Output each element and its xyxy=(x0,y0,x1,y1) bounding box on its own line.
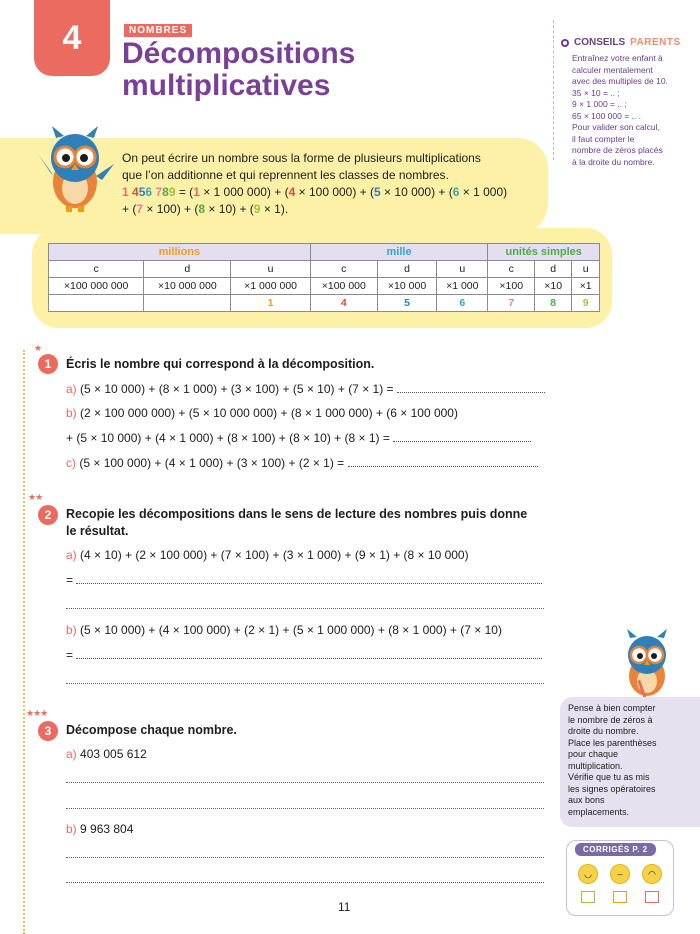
header-millions: millions xyxy=(49,244,311,261)
lesson-equation-line2 xyxy=(122,201,542,218)
page-title-line1: Décompositions xyxy=(122,37,356,70)
answer-line[interactable] xyxy=(66,683,544,684)
page-number: 11 xyxy=(338,900,351,914)
item-text: (5 × 10 000) + (8 × 1 000) + (3 × 100) + (5 × 10) + (7 × 1) = xyxy=(80,382,394,396)
equals-sign: = xyxy=(66,573,74,587)
eq-text: × 1 000) xyxy=(459,185,508,199)
tip-line: le nombre de zéros à xyxy=(568,714,653,725)
tips-line: il faut compter le xyxy=(572,133,635,144)
corriges-link[interactable]: CORRIGÉS P. 2 xyxy=(575,843,656,856)
table-row-multipliers xyxy=(49,278,600,295)
header-units: unités simples xyxy=(488,244,600,261)
side-tip-text xyxy=(568,703,688,818)
digits-units xyxy=(155,185,175,199)
exercise-item xyxy=(66,821,133,838)
table-cell: u xyxy=(231,261,310,278)
table-cell: 4 xyxy=(310,295,377,312)
eq-digit: 1 xyxy=(193,185,200,199)
item-label: c) xyxy=(66,456,76,470)
item-text: + (5 × 10 000) + (4 × 1 000) + (8 × 100) + (8 × 10) + (8 × 1) = xyxy=(66,431,390,445)
exercise-title-line: le résultat. xyxy=(66,524,129,538)
smiley-row xyxy=(578,864,662,884)
tips-line: Pour valider son calcul, xyxy=(572,122,660,132)
tip-line: Pense à bien compter xyxy=(568,703,656,713)
exercise-item xyxy=(66,455,538,472)
answer-field[interactable] xyxy=(393,432,531,442)
parents-tips-text xyxy=(572,53,690,168)
table-cell: 8 xyxy=(535,295,572,312)
tip-line: multiplication. xyxy=(568,760,623,771)
digits-mille xyxy=(132,185,152,199)
owl-mascot-icon xyxy=(32,124,118,214)
exercise-title: Décompose chaque nombre. xyxy=(66,723,237,737)
table-cell: 7 xyxy=(488,295,535,312)
exercise-item xyxy=(66,430,531,447)
table-cell: c xyxy=(49,261,144,278)
digit: 7 xyxy=(155,185,163,199)
answer-line[interactable] xyxy=(66,782,544,783)
page-title-line2: multiplicatives xyxy=(122,69,331,102)
exercise-title xyxy=(66,506,527,540)
item-text: (5 × 10 000) + (4 × 100 000) + (2 × 1) + (5 × 1 000 000) + (8 × 1 000) + (7 × 10) xyxy=(80,623,502,637)
eq-text: × 10) + ( xyxy=(205,202,254,216)
digit: 4 xyxy=(132,185,139,199)
item-text: (5 × 100 000) + (4 × 1 000) + (3 × 100) + (2 × 1) = xyxy=(79,456,345,470)
tip-line: aux bons xyxy=(568,795,605,805)
owl-mascot-icon xyxy=(612,628,682,700)
checkbox-row xyxy=(581,891,659,903)
item-label: b) xyxy=(66,822,77,836)
exercise-item xyxy=(66,547,469,564)
exercise-item xyxy=(66,381,545,398)
tips-line: Entraînez votre enfant à xyxy=(572,53,663,63)
chapter-number-tab xyxy=(34,0,110,76)
item-text: (4 × 10) + (2 × 100 000) + (7 × 100) + (3 × 1 000) + (9 × 1) + (8 × 10 000) xyxy=(80,548,469,562)
tip-line: emplacements. xyxy=(568,806,630,817)
table-cell: ×10 000 xyxy=(377,278,436,295)
answer-line[interactable] xyxy=(66,857,544,858)
answer-field[interactable] xyxy=(397,383,545,393)
eq-digit: 9 xyxy=(253,202,261,216)
tips-line: 65 × 100 000 = .. . xyxy=(572,110,642,121)
tip-line: Vérifie que tu as mis xyxy=(568,772,650,782)
eq-text: × 1 000 000) + ( xyxy=(199,185,289,199)
item-text: 403 005 612 xyxy=(80,747,147,761)
table-cell: ×1 000 000 xyxy=(231,278,310,295)
answer-field[interactable] xyxy=(348,457,538,467)
table-cell: 1 xyxy=(231,295,310,312)
exercise-item xyxy=(66,746,147,763)
item-label: a) xyxy=(66,747,77,761)
table-header-row xyxy=(49,244,600,261)
eq-text: × 100 000) + ( xyxy=(295,185,375,199)
difficulty-stars-icon: ★ xyxy=(34,343,42,353)
lesson-line1: On peut écrire un nombre sous la forme de plusieurs multiplications xyxy=(122,151,481,165)
tips-line: 9 × 1 000 = .. ; xyxy=(572,99,627,109)
exercise-item xyxy=(66,405,458,422)
eq-digit: 6 xyxy=(452,185,460,199)
lesson-text xyxy=(122,150,542,218)
exercise-number: 1 xyxy=(38,354,58,374)
answer-field[interactable] xyxy=(76,649,542,659)
eq-text: + ( xyxy=(122,202,137,216)
table-cell: d xyxy=(144,261,231,278)
table-cell: ×1 000 xyxy=(437,278,488,295)
item-text: (2 × 100 000 000) + (5 × 10 000 000) + (8 × 1 000 000) + (6 × 100 000) xyxy=(80,406,458,420)
item-label: a) xyxy=(66,382,77,396)
difficulty-stars-icon: ★★★ xyxy=(26,708,48,718)
number-classes-table xyxy=(48,243,600,312)
chapter-number: 4 xyxy=(62,18,82,57)
table-cell: 6 xyxy=(437,295,488,312)
eq-text: × 10 000) + ( xyxy=(380,185,453,199)
answer-line[interactable] xyxy=(66,882,544,883)
exercise-title-line: Recopie les décompositions dans le sens de lecture des nombres puis donne xyxy=(66,507,528,521)
exercise-item xyxy=(66,647,542,664)
table-cell xyxy=(49,295,144,312)
checkbox-medium[interactable] xyxy=(613,891,627,903)
tips-line: avec des multiples de 10. xyxy=(572,76,668,86)
table-cell: u xyxy=(572,261,600,278)
table-cell: d xyxy=(377,261,436,278)
table-cell: ×100 000 xyxy=(310,278,377,295)
answer-line[interactable] xyxy=(66,808,544,809)
eq-digit: 5 xyxy=(374,185,381,199)
item-text: 9 963 804 xyxy=(80,822,134,836)
circle-icon xyxy=(561,39,569,47)
table-cell: ×100 000 000 xyxy=(49,278,144,295)
table-cell: u xyxy=(437,261,488,278)
page-title xyxy=(122,38,355,102)
tips-separator xyxy=(553,20,554,160)
exercise-guide-line xyxy=(23,350,25,934)
lesson-equation-line1 xyxy=(122,184,542,201)
answer-line[interactable] xyxy=(66,608,544,609)
topic-label: NOMBRES xyxy=(124,24,192,37)
table-cell: c xyxy=(488,261,535,278)
table-cell: c xyxy=(310,261,377,278)
digit-millions: 1 xyxy=(122,185,129,199)
tips-line: 35 × 10 = .. ; xyxy=(572,87,620,98)
table-cell: 9 xyxy=(572,295,600,312)
exercise-item xyxy=(66,622,502,639)
happy-face-icon: ◡ xyxy=(578,864,598,884)
table-cell: ×10 xyxy=(535,278,572,295)
tip-line: droite du nombre. xyxy=(568,726,639,736)
table-cell: 5 xyxy=(377,295,436,312)
parents-tips-heading xyxy=(561,37,681,48)
answer-field[interactable] xyxy=(76,574,542,584)
checkbox-good[interactable] xyxy=(581,891,595,903)
table-cell: ×10 000 000 xyxy=(144,278,231,295)
item-label: b) xyxy=(66,623,77,637)
table-cell: ×1 xyxy=(572,278,600,295)
table-row-digits xyxy=(49,295,600,312)
exercise-title: Écris le nombre qui correspond à la décomposition. xyxy=(66,357,375,371)
tips-label-a: CONSEILS xyxy=(574,37,626,48)
equals-sign: = xyxy=(66,648,74,662)
table-cell xyxy=(144,295,231,312)
header-mille: mille xyxy=(310,244,488,261)
eq-digit: 4 xyxy=(288,185,296,199)
eq-text: × 1). xyxy=(260,202,289,216)
exercise-item xyxy=(66,572,542,589)
tips-line: à la droite du nombre. xyxy=(572,156,655,167)
lesson-line2: que l’on additionne et qui reprennent les classes de nombres. xyxy=(122,168,449,182)
eq-digit: 7 xyxy=(136,202,144,216)
tip-line: les signes opératoires xyxy=(568,783,656,794)
eq-text: × 100) + ( xyxy=(143,202,199,216)
table-row-units xyxy=(49,261,600,278)
digit: 6 xyxy=(145,185,153,199)
table-cell: ×100 xyxy=(488,278,535,295)
tips-line: calculer mentalement xyxy=(572,64,653,75)
item-label: a) xyxy=(66,548,77,562)
digit: 9 xyxy=(168,185,176,199)
table-cell: d xyxy=(535,261,572,278)
eq-digit: 8 xyxy=(198,202,206,216)
equation-text: = ( xyxy=(178,185,194,199)
tips-line: nombre de zéros placés xyxy=(572,145,663,155)
tip-line: pour chaque xyxy=(568,749,619,759)
digit: 8 xyxy=(162,185,169,199)
digit: 5 xyxy=(138,185,146,199)
tips-label-b: PARENTS xyxy=(630,37,681,48)
neutral-face-icon: – xyxy=(610,864,630,884)
sad-face-icon: ◠ xyxy=(642,864,662,884)
exercise-number: 3 xyxy=(38,721,58,741)
tip-line: Place les parenthèses xyxy=(568,737,657,748)
item-label: b) xyxy=(66,406,77,420)
exercise-number: 2 xyxy=(38,505,58,525)
difficulty-stars-icon: ★★ xyxy=(28,492,43,502)
checkbox-bad[interactable] xyxy=(645,891,659,903)
